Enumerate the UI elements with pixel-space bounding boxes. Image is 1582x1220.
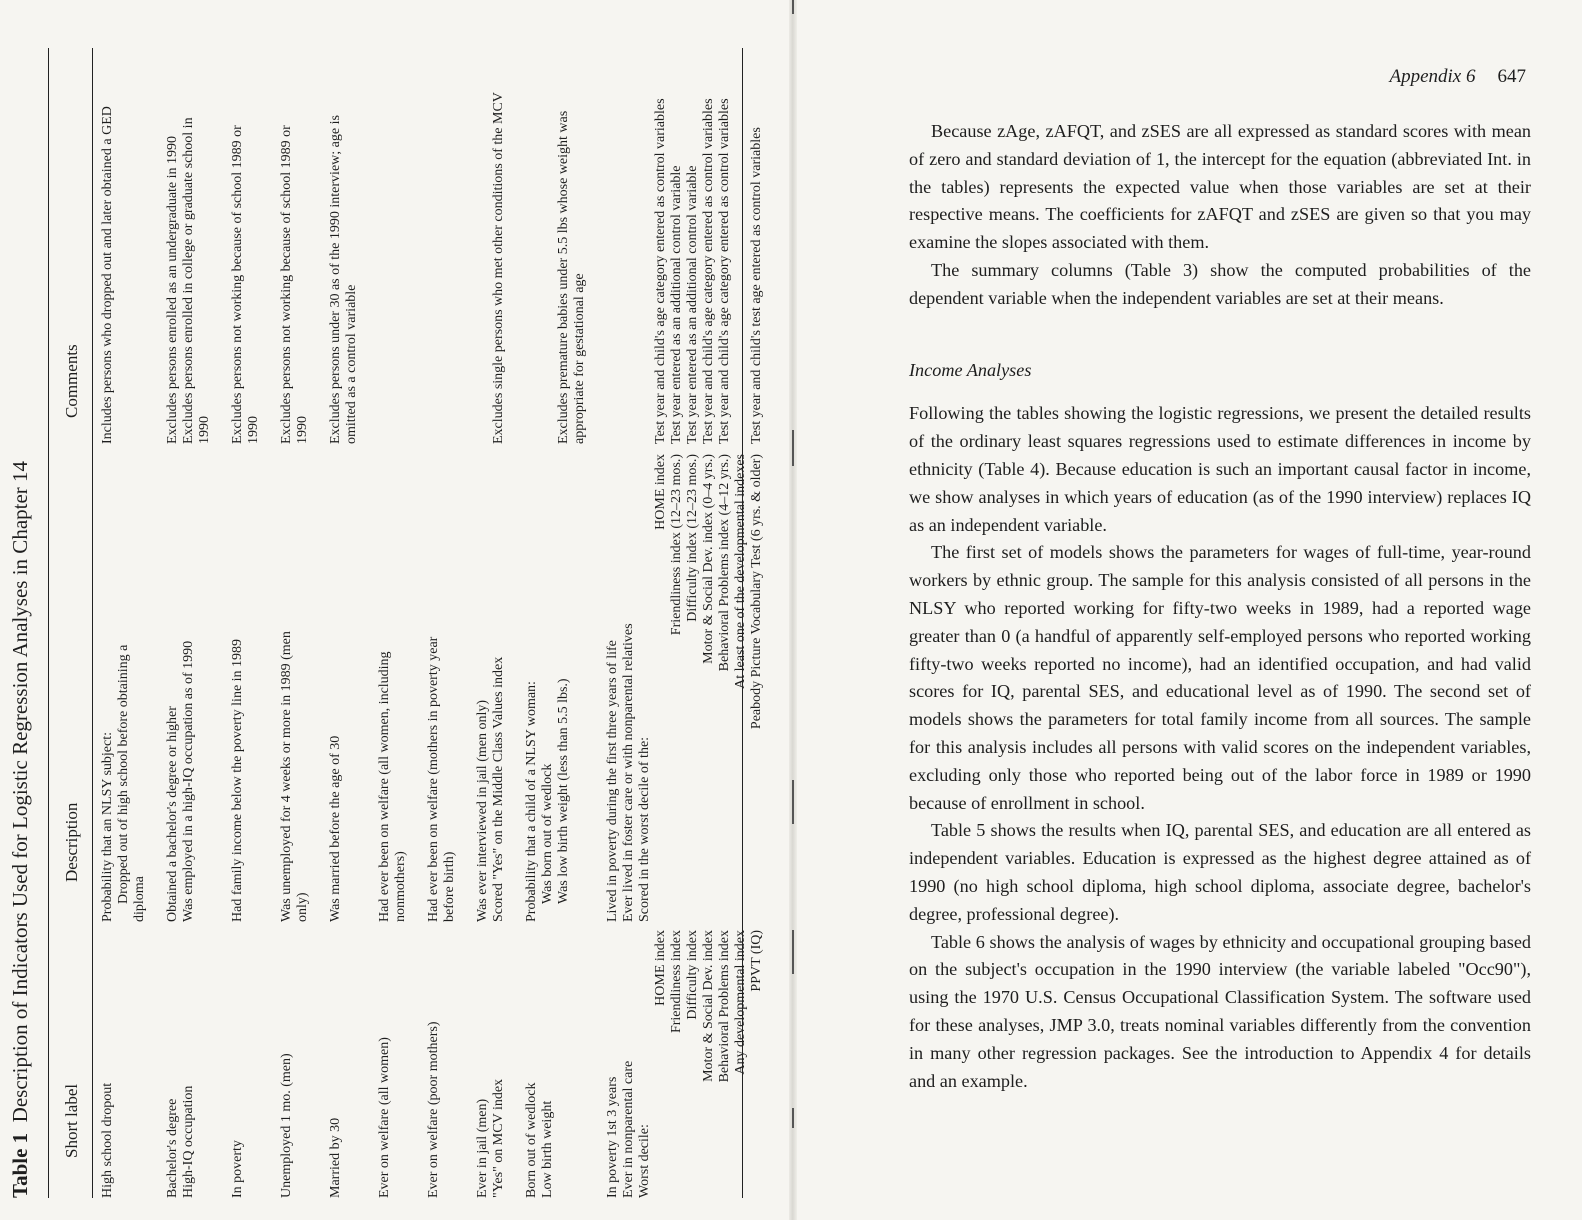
table-cell-line: Was employed in a high-IQ occupation as of 1990 — [181, 640, 196, 922]
gutter-mark — [792, 0, 794, 14]
table-cell-line: Ever in jail (men) — [475, 1098, 490, 1198]
table-cell-line: Motor & Social Dev. index — [701, 930, 716, 1082]
table-cell-line: Peabody Picture Vocabulary Test (6 yrs. & older) — [749, 454, 764, 730]
table-row — [426, 48, 458, 1198]
table-cell-line: In poverty 1st 3 years — [605, 1076, 620, 1198]
table-cell-line: Scored "Yes" on the Middle Class Values index — [491, 656, 506, 922]
short-label-cell — [377, 922, 409, 1198]
table-cell-line: At least one of the developmental indexes — [733, 454, 748, 689]
short-label-cell — [426, 922, 458, 1198]
comments-cell — [100, 48, 148, 444]
paragraph: Table 6 shows the analysis of wages by ethnicity and occupational grouping based on the subject's occupation in the 1990 interview (the variable labeled "Occ90"), using the 1970 U.S. Census Occupational Classification System. The software used for these analyses, JMP 3.0, treats nominal variables differently from the convention in many other regression packages. See the introduction to Appendix 4 for details and an example. — [909, 931, 1531, 1091]
body-text — [909, 118, 1531, 1095]
short-label-cell — [475, 922, 507, 1198]
table-bottom-rule — [742, 48, 743, 1198]
comments-cell — [165, 48, 213, 444]
running-head — [1389, 66, 1526, 88]
comments-cell — [279, 48, 311, 444]
table-cell-line: Low birth weight — [540, 1100, 555, 1198]
comments-cell — [328, 48, 360, 444]
comments-cell — [605, 48, 765, 444]
table-cell-line: Motor & Social Dev. index (0–4 yrs.) — [701, 454, 716, 664]
gutter-mark — [792, 930, 794, 974]
table-cell-line: Test year and child's age category entered as control variables — [653, 98, 668, 444]
paragraph: Table 5 shows the results when IQ, parental SES, and education are all entered as independent variables. Education is expressed as the highest degree attained as of 1990 (no high school diploma, high school diploma, associate degree, bachelor's degree, professional degree). — [909, 820, 1531, 924]
paragraph: The summary columns (Table 3) show the computed probabilities of the dependent variable when the independent variables are set at their means. — [909, 259, 1531, 308]
table-cell-line: Obtained a bachelor's degree or higher — [165, 706, 180, 922]
table-cell-line: only) — [295, 892, 310, 922]
paragraph: Because zAge, zAFQT, and zSES are all expressed as standard scores with mean of zero and standard deviation of 1, the intercept for the equation (abbreviated Int. in the tables) represents the expected value when those variables are set at their respective means. The coefficients for zAFQT and zSES are given so that you may examine the slopes associated with them. — [909, 121, 1531, 253]
description-cell — [475, 444, 507, 922]
table-body — [100, 48, 782, 1198]
table-cell-line: Excludes persons not working because of school 1989 or — [279, 125, 294, 444]
short-label-cell — [100, 922, 148, 1198]
table-cell-line: 1990 — [295, 416, 310, 444]
table-cell-line: Ever lived in foster care or with nonparental relatives — [621, 623, 636, 922]
table-cell-line: Ever on welfare (poor mothers) — [426, 1021, 441, 1198]
table-cell-line — [605, 48, 621, 444]
table-cell-line: Probability that an NLSY subject: — [100, 731, 115, 922]
table-cell-line: Had ever been on welfare (all women, including — [377, 651, 392, 922]
table-cell-line: Married by 30 — [328, 1117, 343, 1198]
table-cell-line: appropriate for gestational age — [572, 273, 587, 444]
table-cell-line: In poverty — [230, 1140, 245, 1198]
section-subheading: Income Analyses — [909, 359, 1032, 380]
table-top-rule — [48, 48, 49, 1198]
table-cell-line: Born out of wedlock — [524, 1082, 539, 1198]
table-cell-line — [524, 48, 540, 444]
description-cell — [328, 444, 360, 922]
description-cell — [377, 444, 409, 922]
table-cell-line: High school dropout — [100, 1082, 115, 1198]
paragraph: Following the tables showing the logistic regressions, we present the detailed results of the ordinary least squares regressions used to estimate differences in income by ethnicity (Table 4). Because education is such an important causal factor in income, we show analyses in which years of education (as of the 1990 interview) replaces IQ as an independent variable. — [909, 403, 1531, 535]
short-label-cell — [524, 922, 588, 1198]
table-cell-line: "Yes" on MCV index — [491, 1078, 506, 1198]
table-cell-line: 1990 — [197, 416, 212, 444]
table-cell-line: Behavioral Problems index (4–12 yrs.) — [717, 454, 732, 672]
short-label-cell — [230, 922, 262, 1198]
comments-cell — [377, 48, 409, 444]
table-title — [8, 461, 33, 1198]
table-cell-line: Ever in nonparental care — [621, 1060, 636, 1198]
table-row — [605, 48, 765, 1198]
table-cell-line: Test year and child's test age entered as control variables — [749, 127, 764, 444]
table-cell-line: Test year and child's age category entered as control variables — [701, 98, 716, 444]
table-cell-line: Bachelor's degree — [165, 1098, 180, 1198]
table-cell-line: HOME index — [653, 930, 668, 1006]
short-label-cell — [328, 922, 360, 1198]
table-cell-line: Dropped out of high school before obtaining a — [116, 644, 131, 904]
page-number: 647 — [1497, 66, 1526, 87]
table-cell-line — [540, 48, 556, 444]
header-short-label: Short label — [62, 1083, 81, 1158]
table-cell-line: Excludes persons enrolled in college or graduate school in — [181, 117, 196, 444]
table-cell-line — [733, 48, 749, 444]
table-cell-line: Was unemployed for 4 weeks or more in 1989 (men — [279, 631, 294, 922]
gutter-mark — [792, 780, 794, 824]
comments-cell — [426, 48, 458, 444]
comments-cell — [524, 48, 588, 444]
description-cell — [426, 444, 458, 922]
table-row — [377, 48, 409, 1198]
table-cell-line: Worst decile: — [637, 1124, 652, 1198]
table-cell-line: Friendliness index — [669, 930, 684, 1034]
table-header-rule — [92, 48, 93, 1198]
table-cell-line: Friendliness index (12–23 mos.) — [669, 454, 684, 636]
header-description: Description — [62, 802, 81, 882]
comments-cell — [475, 48, 507, 444]
running-head-section: Appendix 6 — [1389, 66, 1476, 87]
table-row — [475, 48, 507, 1198]
gutter-mark — [792, 1108, 794, 1128]
description-cell — [165, 444, 213, 922]
table-row — [328, 48, 360, 1198]
right-page — [797, 0, 1582, 1220]
description-cell — [230, 444, 262, 922]
table-cell-line: Test year entered as an additional control variable — [685, 165, 700, 444]
table-cell-line: omitted as a control variable — [344, 284, 359, 444]
table-label: Table 1 — [8, 1132, 32, 1198]
description-cell — [279, 444, 311, 922]
table-row — [524, 48, 588, 1198]
table-cell-line: Excludes single persons who met other conditions of the MCV — [491, 92, 506, 444]
table-cell-line: Difficulty index — [685, 930, 700, 1020]
paragraph: The first set of models shows the parameters for wages of full-time, year-round workers by ethnic group. The sample for this analysis consisted of all persons in the NLSY who reported working for fifty-two weeks in 1989, had a reported wage greater than 0 (a handful of apparently self-employed persons who reported working fifty-two weeks reported no income), had an identified occupation, and had valid scores for IQ, parental SES, and educational level as of 1990. The second set of models shows the parameters for total family income from all sources. The sample for this analysis includes all persons with valid scores on the independent variables, excluding only those who reported being out of the labor force in 1989 or 1990 because of enrollment in school. — [909, 542, 1531, 813]
table-row — [279, 48, 311, 1198]
table-cell-line: Was ever interviewed in jail (men only) — [475, 699, 490, 922]
short-label-cell — [279, 922, 311, 1198]
table-cell-line: 1990 — [246, 416, 261, 444]
table-row — [100, 48, 148, 1198]
table-cell-line: Excludes persons under 30 as of the 1990 interview; age is — [328, 115, 343, 444]
table-cell-line: Excludes persons enrolled as an undergraduate in 1990 — [165, 135, 180, 444]
table-cell-line: Was born out of wedlock — [540, 763, 555, 904]
short-label-cell — [605, 922, 765, 1198]
book-gutter — [789, 0, 797, 1220]
table-cell-line: Unemployed 1 mo. (men) — [279, 1053, 294, 1198]
table-cell-line: HOME index — [653, 454, 668, 530]
table-title-text: Description of Indicators Used for Logistic Regression Analyses in Chapter 14 — [8, 460, 32, 1123]
table-cell-line — [621, 48, 637, 444]
table-cell-line: Was married before the age of 30 — [328, 735, 343, 922]
rotated-table — [0, 40, 764, 1220]
table-row — [230, 48, 262, 1198]
table-cell-line: Had ever been on welfare (mothers in poverty year — [426, 636, 441, 922]
description-cell — [605, 444, 765, 922]
table-cell-line — [637, 48, 653, 444]
table-cell-line: Any developmental index — [733, 930, 748, 1075]
header-comments: Comments — [62, 344, 81, 418]
table-cell-line: before birth) — [442, 851, 457, 922]
table-cell-line: Test year and child's age category entered as control variables — [717, 98, 732, 444]
table-cell-line: Excludes persons not working because of school 1989 or — [230, 125, 245, 444]
table-cell-line: Excludes premature babies under 5.5 lbs whose weight was — [556, 110, 571, 444]
table-cell-line: Scored in the worst decile of the: — [637, 736, 652, 922]
left-page — [0, 0, 789, 1220]
table-cell-line: Was low birth weight (less than 5.5 lbs.) — [556, 678, 571, 904]
description-cell — [524, 444, 588, 922]
table-cell-line: diploma — [132, 876, 147, 922]
table-cell-line: Test year entered as an additional control variable — [669, 165, 684, 444]
table-cell-line: Includes persons who dropped out and later obtained a GED — [100, 106, 115, 444]
table-cell-line: Difficulty index (12–23 mos.) — [685, 454, 700, 622]
table-cell-line — [475, 48, 491, 444]
table-cell-line: Ever on welfare (all women) — [377, 1037, 392, 1198]
table-cell-line: PPVT (IQ) — [749, 930, 764, 992]
table-cell-line: Lived in poverty during the first three years of life — [605, 640, 620, 922]
description-cell — [100, 444, 148, 922]
table-cell-line: nonmothers) — [393, 851, 408, 922]
gutter-mark — [792, 430, 794, 466]
short-label-cell — [165, 922, 213, 1198]
comments-cell — [230, 48, 262, 444]
table-cell-line: Behavioral Problems index — [717, 930, 732, 1083]
table-cell-line: Probability that a child of a NLSY woman: — [524, 681, 539, 922]
table-row — [165, 48, 213, 1198]
table-cell-line: Had family income below the poverty line in 1989 — [230, 638, 245, 922]
table-cell-line: High-IQ occupation — [181, 1085, 196, 1198]
